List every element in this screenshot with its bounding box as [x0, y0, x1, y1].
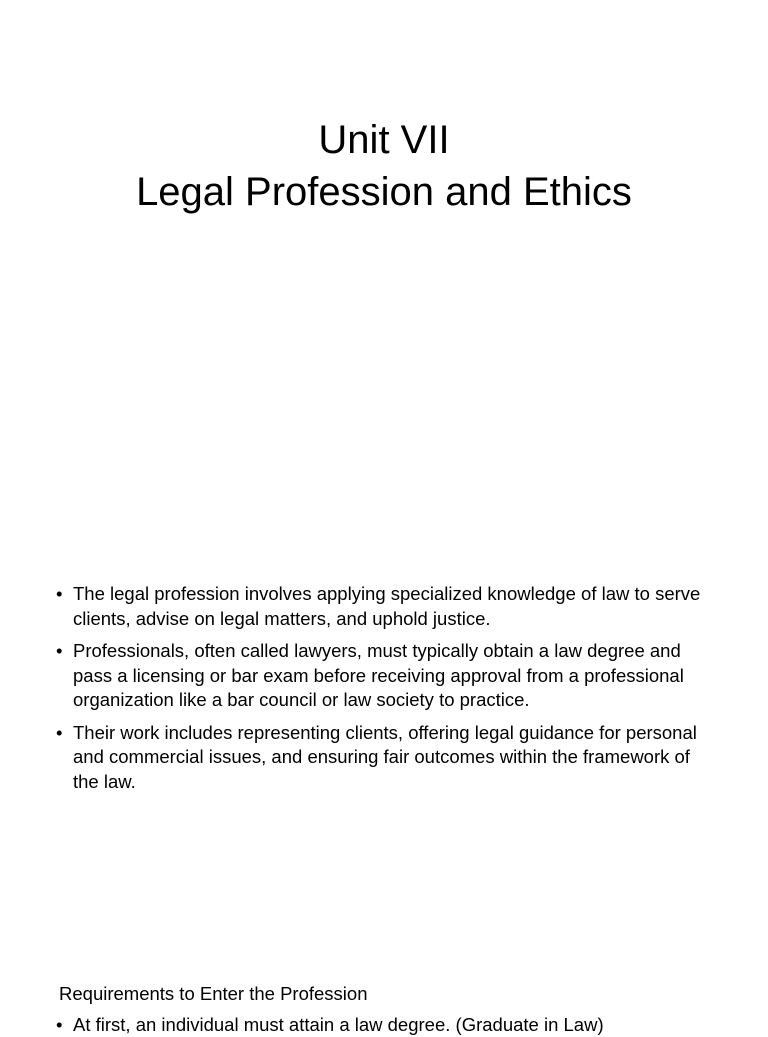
- title-unit: Unit VII: [318, 118, 450, 162]
- requirements-heading: Requirements to Enter the Profession: [59, 983, 368, 1004]
- requirements-bullet-item: [56, 1013, 736, 1037]
- bullet-list: [56, 582, 716, 802]
- slide-title: [0, 114, 768, 218]
- bullet-icon: •: [56, 721, 63, 743]
- bullet-icon: •: [56, 583, 63, 604]
- bullet-text: Professionals, often called lawyers, must typically obtain a law degree and pass a licensing or bar exam before receiving approval from a professional organization like a bar council or law society to practice.: [73, 640, 684, 710]
- bullet-text: Their work includes representing clients, offering legal guidance for personal and commercial issues, and ensuring fair outcomes within the framework of the law.: [73, 721, 697, 792]
- title-topic: Legal Profession and Ethics: [136, 170, 632, 214]
- bullet-item: [56, 721, 716, 795]
- bullet-icon: •: [56, 640, 63, 661]
- bullet-text: The legal profession involves applying specialized knowledge of law to serve clients, advise on legal matters, and uphold justice.: [73, 583, 701, 629]
- bullet-item: [56, 639, 716, 713]
- bullet-icon: •: [56, 1014, 63, 1035]
- bullet-item: [56, 582, 716, 631]
- requirements-bullet-text: At first, an individual must attain a law degree. (Graduate in Law): [73, 1014, 604, 1035]
